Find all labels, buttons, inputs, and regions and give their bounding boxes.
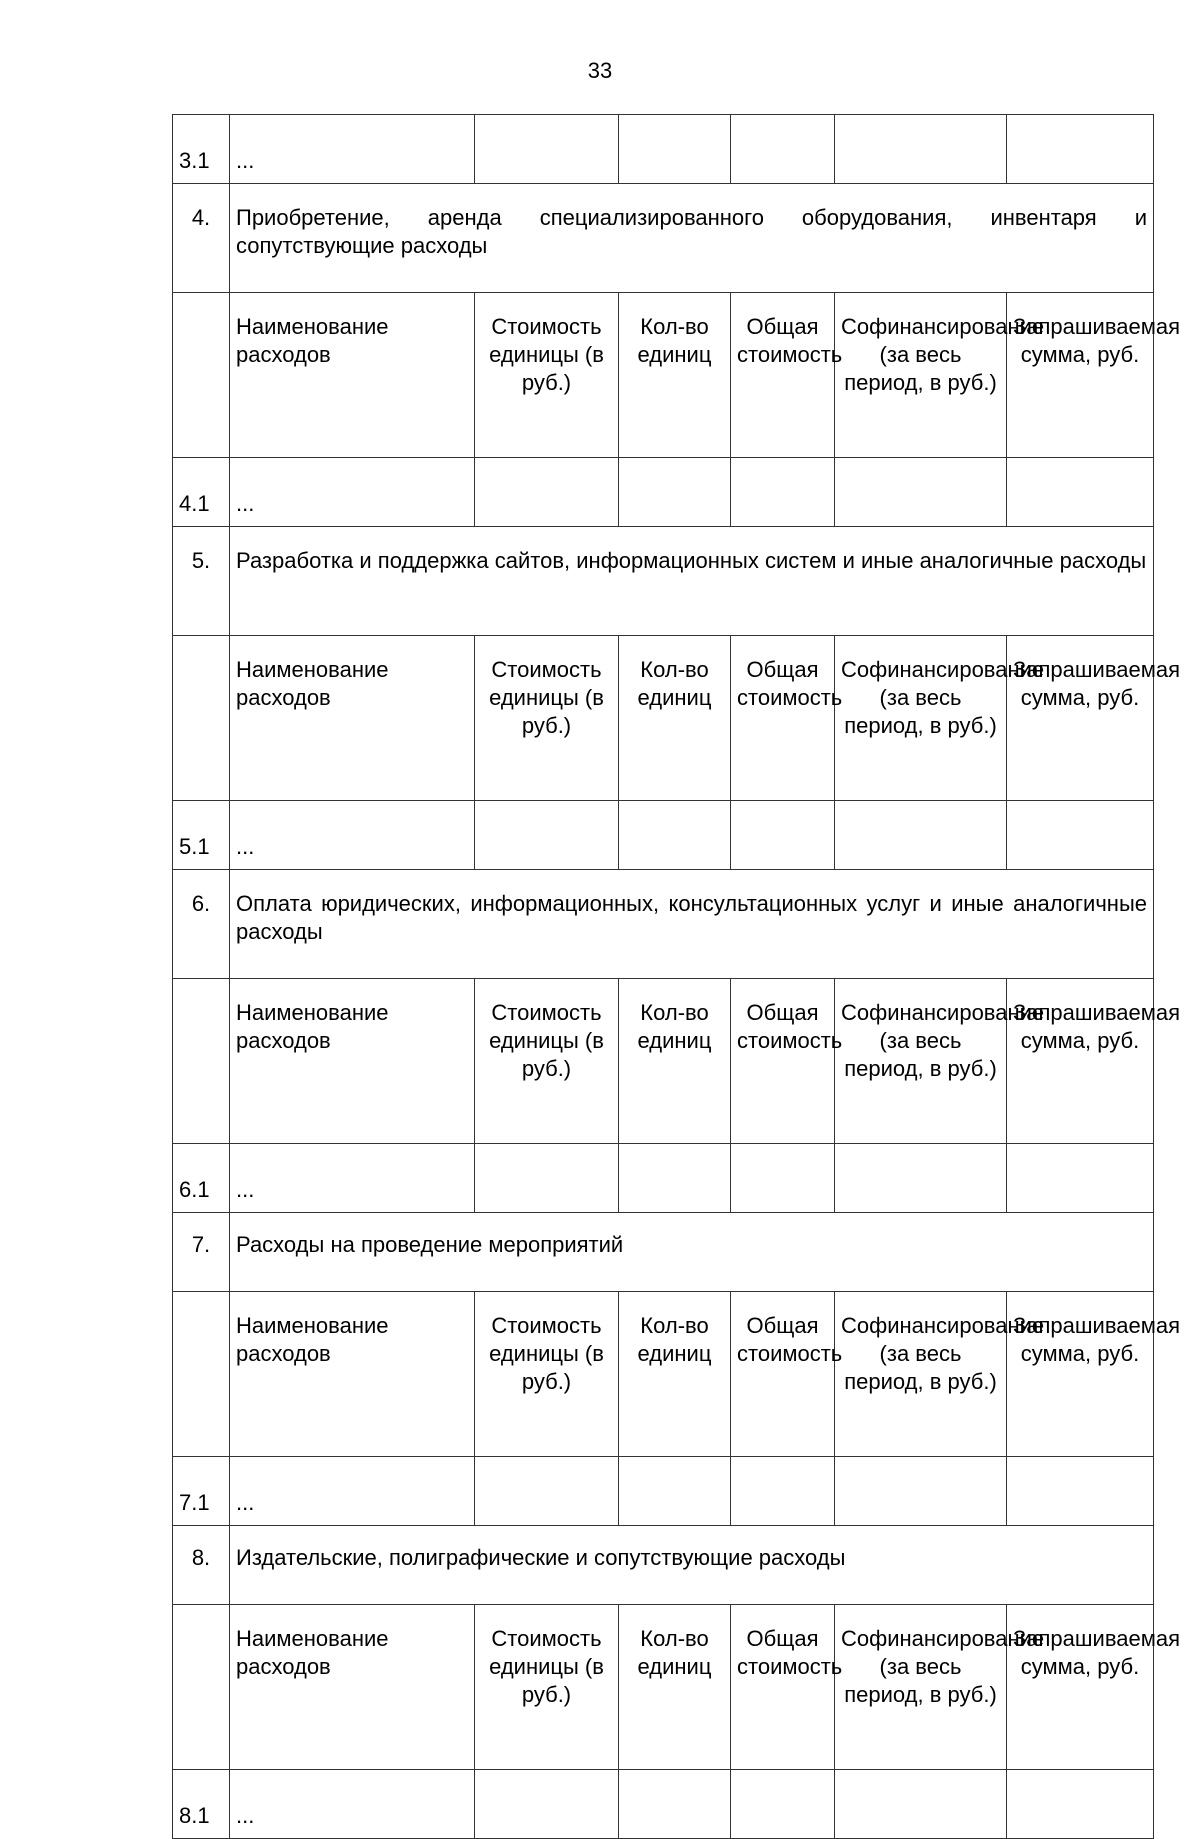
header-empty-cell [173, 1605, 230, 1770]
table-row [173, 801, 1154, 870]
header-cofinancing: Софинансирование (за весь период, в руб.) [835, 1292, 1007, 1457]
cofinancing-cell[interactable] [835, 801, 1007, 870]
table-row [173, 458, 1154, 527]
header-requested: Запрашиваемая сумма, руб. [1007, 1292, 1154, 1457]
column-header-row [173, 1605, 1154, 1770]
total-cell[interactable] [731, 115, 835, 184]
unit-cost-cell[interactable] [475, 458, 619, 527]
item-name: ... [230, 1457, 475, 1526]
qty-cell[interactable] [619, 115, 731, 184]
header-unit-cost: Стоимость единицы (в руб.) [475, 979, 619, 1144]
section-number: 8. [173, 1526, 230, 1605]
section-title: Разработка и поддержка сайтов, информационных систем и иные аналогичные расходы [230, 527, 1154, 636]
cofinancing-cell[interactable] [835, 1144, 1007, 1213]
header-name: Наименование расходов [230, 636, 475, 801]
item-number: 8.1 [173, 1770, 230, 1839]
item-name: ... [230, 1770, 475, 1839]
header-qty: Кол-во единиц [619, 1605, 731, 1770]
page-number: 33 [587, 58, 613, 83]
total-cell[interactable] [731, 1144, 835, 1213]
item-number: 7.1 [173, 1457, 230, 1526]
total-cell[interactable] [731, 1457, 835, 1526]
header-requested: Запрашиваемая сумма, руб. [1007, 636, 1154, 801]
section-number: 5. [173, 527, 230, 636]
header-qty: Кол-во единиц [619, 1292, 731, 1457]
header-cofinancing: Софинансирование (за весь период, в руб.) [835, 979, 1007, 1144]
header-unit-cost: Стоимость единицы (в руб.) [475, 636, 619, 801]
cofinancing-cell[interactable] [835, 458, 1007, 527]
requested-cell[interactable] [1007, 458, 1154, 527]
section-row [173, 870, 1154, 979]
section-row [173, 1526, 1154, 1605]
requested-cell[interactable] [1007, 1457, 1154, 1526]
unit-cost-cell[interactable] [475, 1457, 619, 1526]
header-qty: Кол-во единиц [619, 636, 731, 801]
item-number: 5.1 [173, 801, 230, 870]
item-name: ... [230, 1144, 475, 1213]
table-row [173, 115, 1154, 184]
header-total: Общая стоимость [731, 1605, 835, 1770]
total-cell[interactable] [731, 1770, 835, 1839]
section-title: Издательские, полиграфические и сопутствующие расходы [230, 1526, 1154, 1605]
header-empty-cell [173, 1292, 230, 1457]
header-total: Общая стоимость [731, 979, 835, 1144]
header-requested: Запрашиваемая сумма, руб. [1007, 293, 1154, 458]
section-title: Оплата юридических, информационных, консультационных услуг и иные аналогичные расходы [230, 870, 1154, 979]
header-empty-cell [173, 293, 230, 458]
header-unit-cost: Стоимость единицы (в руб.) [475, 1605, 619, 1770]
header-qty: Кол-во единиц [619, 293, 731, 458]
section-number: 4. [173, 184, 230, 293]
header-requested: Запрашиваемая сумма, руб. [1007, 1605, 1154, 1770]
section-row [173, 184, 1154, 293]
item-number: 6.1 [173, 1144, 230, 1213]
item-name: ... [230, 458, 475, 527]
section-title: Приобретение, аренда специализированного оборудования, инвентаря и сопутствующие расходы [230, 184, 1154, 293]
requested-cell[interactable] [1007, 115, 1154, 184]
header-total: Общая стоимость [731, 1292, 835, 1457]
unit-cost-cell[interactable] [475, 801, 619, 870]
header-total: Общая стоимость [731, 636, 835, 801]
qty-cell[interactable] [619, 1457, 731, 1526]
item-number: 3.1 [173, 115, 230, 184]
table-row [173, 1144, 1154, 1213]
column-header-row [173, 636, 1154, 801]
total-cell[interactable] [731, 458, 835, 527]
section-row [173, 1213, 1154, 1292]
item-name: ... [230, 801, 475, 870]
header-empty-cell [173, 636, 230, 801]
header-empty-cell [173, 979, 230, 1144]
section-number: 7. [173, 1213, 230, 1292]
table-row [173, 1457, 1154, 1526]
cofinancing-cell[interactable] [835, 1770, 1007, 1839]
unit-cost-cell[interactable] [475, 1144, 619, 1213]
cofinancing-cell[interactable] [835, 1457, 1007, 1526]
budget-table [172, 114, 1181, 1839]
qty-cell[interactable] [619, 1144, 731, 1213]
header-qty: Кол-во единиц [619, 979, 731, 1144]
item-name: ... [230, 115, 475, 184]
qty-cell[interactable] [619, 1770, 731, 1839]
requested-cell[interactable] [1007, 1770, 1154, 1839]
header-name: Наименование расходов [230, 293, 475, 458]
qty-cell[interactable] [619, 458, 731, 527]
item-number: 4.1 [173, 458, 230, 527]
cofinancing-cell[interactable] [835, 115, 1007, 184]
section-title: Расходы на проведение мероприятий [230, 1213, 1154, 1292]
qty-cell[interactable] [619, 801, 731, 870]
requested-cell[interactable] [1007, 801, 1154, 870]
table-row [173, 1770, 1154, 1839]
header-name: Наименование расходов [230, 979, 475, 1144]
unit-cost-cell[interactable] [475, 1770, 619, 1839]
section-number: 6. [173, 870, 230, 979]
header-unit-cost: Стоимость единицы (в руб.) [475, 293, 619, 458]
section-row [173, 527, 1154, 636]
header-requested: Запрашиваемая сумма, руб. [1007, 979, 1154, 1144]
total-cell[interactable] [731, 801, 835, 870]
unit-cost-cell[interactable] [475, 115, 619, 184]
column-header-row [173, 1292, 1154, 1457]
header-name: Наименование расходов [230, 1605, 475, 1770]
header-name: Наименование расходов [230, 1292, 475, 1457]
requested-cell[interactable] [1007, 1144, 1154, 1213]
column-header-row [173, 979, 1154, 1144]
header-cofinancing: Софинансирование (за весь период, в руб.) [835, 636, 1007, 801]
header-cofinancing: Софинансирование (за весь период, в руб.) [835, 1605, 1007, 1770]
header-total: Общая стоимость [731, 293, 835, 458]
header-unit-cost: Стоимость единицы (в руб.) [475, 1292, 619, 1457]
header-cofinancing: Софинансирование (за весь период, в руб.) [835, 293, 1007, 458]
column-header-row [173, 293, 1154, 458]
